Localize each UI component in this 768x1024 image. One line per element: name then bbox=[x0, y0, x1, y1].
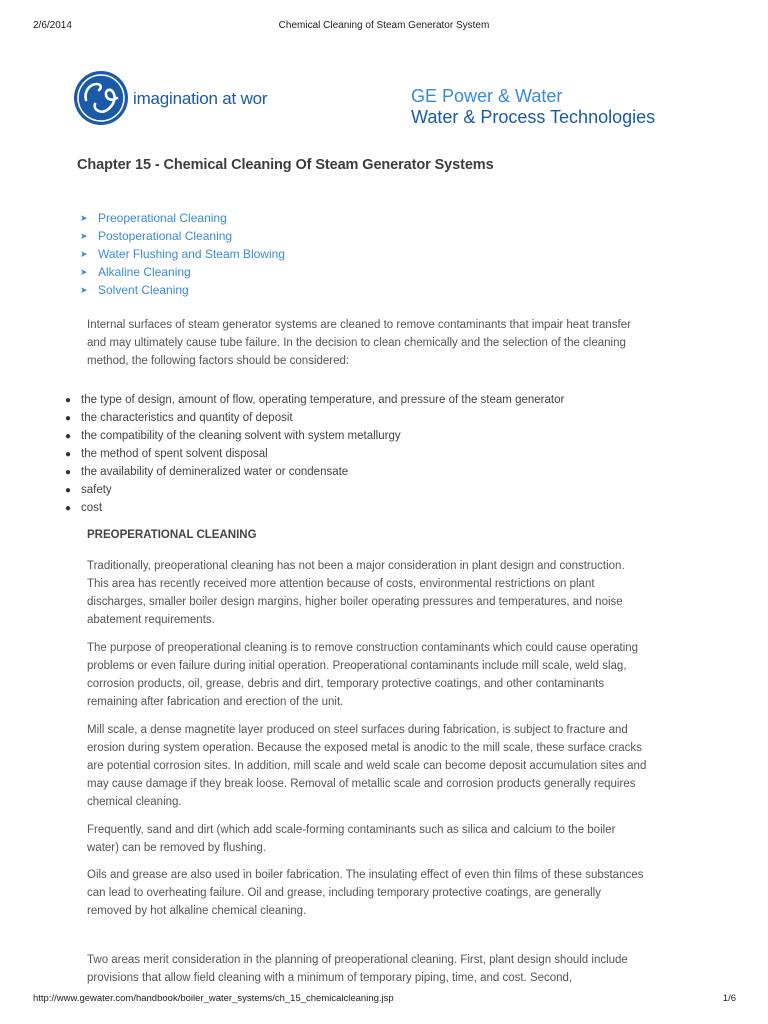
toc-item bbox=[80, 281, 285, 299]
bullet-icon: ● bbox=[65, 466, 72, 478]
toc-item bbox=[80, 263, 285, 281]
print-title: Chemical Cleaning of Steam Generator System bbox=[278, 20, 490, 31]
chapter-title: Chapter 15 - Chemical Cleaning Of Steam Generator Systems bbox=[77, 157, 494, 173]
list-item: ● the characteristics and quantity of deposit bbox=[65, 412, 293, 424]
section-heading: PREOPERATIONAL CLEANING bbox=[87, 529, 257, 541]
ge-logo-icon bbox=[73, 70, 129, 126]
factors-list bbox=[65, 391, 564, 517]
toc-link-preoperational[interactable]: Preoperational Cleaning bbox=[98, 211, 227, 225]
list-item: ● the compatibility of the cleaning solvent with system metallurgy bbox=[65, 430, 401, 442]
toc-item bbox=[80, 227, 285, 245]
list-item: ● the availability of demineralized water or condensate bbox=[65, 466, 349, 478]
section-paragraph-1: Traditionally, preoperational cleaning has not been a major consideration in plant design and construction. This area has recently received more attention because of costs, environmental restrictions on plant discharges, smaller boiler design margins, higher boiler operating pressures and temperatures, and noise abatement requirements. bbox=[87, 560, 625, 626]
section-paragraph-3: Mill scale, a dense magnetite layer produced on steel surfaces during fabrication, is subject to fracture and erosion during system operation. Because the exposed metal is anodic to the mill scale, these surface cracks are potential corrosion sites. In addition, mill scale and weld scale can become deposit accumulation sites and may cause damage if they break loose. Removal of metallic scale and corrosion products generally requires chemical cleaning. bbox=[87, 724, 647, 808]
bullet-icon: ● bbox=[65, 448, 72, 460]
brand-line-1: GE Power & Water bbox=[411, 86, 563, 106]
section-paragraph-6: Two areas merit consideration in the planning of preoperational cleaning. First, plant design should include provisions that allow field cleaning with a minimum of temporary piping, time, and cost. Second, bbox=[87, 954, 628, 984]
list-item: ● the type of design, amount of flow, operating temperature, and pressure of the steam generator bbox=[65, 394, 565, 406]
bullet-icon: ● bbox=[65, 394, 72, 406]
section-paragraph-4: Frequently, sand and dirt (which add scale-forming contaminants such as silica and calcium to the boiler water) can be removed by flushing. bbox=[87, 824, 616, 854]
toc-item bbox=[80, 245, 285, 263]
arrow-icon: ➤ bbox=[80, 248, 88, 259]
bullet-icon: ● bbox=[65, 502, 72, 514]
toc-item bbox=[80, 209, 285, 227]
list-item: ● safety bbox=[65, 484, 112, 496]
bullet-icon: ● bbox=[65, 484, 72, 496]
page-number: 1/6 bbox=[722, 993, 736, 1004]
toc-link-water-flushing[interactable]: Water Flushing and Steam Blowing bbox=[98, 247, 285, 261]
list-item: ● the method of spent solvent disposal bbox=[65, 448, 268, 460]
toc-link-postoperational[interactable]: Postoperational Cleaning bbox=[98, 229, 233, 243]
section-paragraph-5: Oils and grease are also used in boiler fabrication. The insulating effect of even thin films of these substances can lead to overheating failure. Oil and grease, including temporary protective coatings, are generally removed by hot alkaline chemical cleaning. bbox=[87, 869, 644, 917]
brand-line-2: Water & Process Technologies bbox=[411, 107, 656, 127]
bullet-icon: ● bbox=[65, 430, 72, 442]
table-of-contents bbox=[80, 209, 285, 299]
brand-tagline: imagination at wor bbox=[133, 89, 268, 108]
arrow-icon: ➤ bbox=[80, 230, 88, 241]
arrow-icon: ➤ bbox=[80, 266, 88, 277]
section-paragraph-2: The purpose of preoperational cleaning is to remove construction contaminants which could cause operating problems or even failure during initial operation. Preoperational contaminants include mill scale, weld slag, corrosion products, oil, grease, debris and dirt, temporary protective coatings, and other contaminants remaining after fabrication and erection of the unit. bbox=[87, 642, 639, 708]
list-item: ● cost bbox=[65, 502, 103, 514]
arrow-icon: ➤ bbox=[80, 284, 88, 295]
arrow-icon: ➤ bbox=[80, 212, 88, 223]
toc-link-solvent[interactable]: Solvent Cleaning bbox=[98, 283, 189, 297]
bullet-icon: ● bbox=[65, 412, 72, 424]
toc-link-alkaline[interactable]: Alkaline Cleaning bbox=[98, 265, 191, 279]
intro-paragraph: Internal surfaces of steam generator systems are cleaned to remove contaminants that impair heat transfer and may ultimately cause tube failure. In the decision to clean chemically and the selection of the cleaning method, the following factors should be considered: bbox=[87, 319, 631, 367]
footer-url: http://www.gewater.com/handbook/boiler_water_systems/ch_15_chemicalcleaning.jsp bbox=[33, 993, 394, 1004]
print-date: 2/6/2014 bbox=[33, 20, 72, 31]
